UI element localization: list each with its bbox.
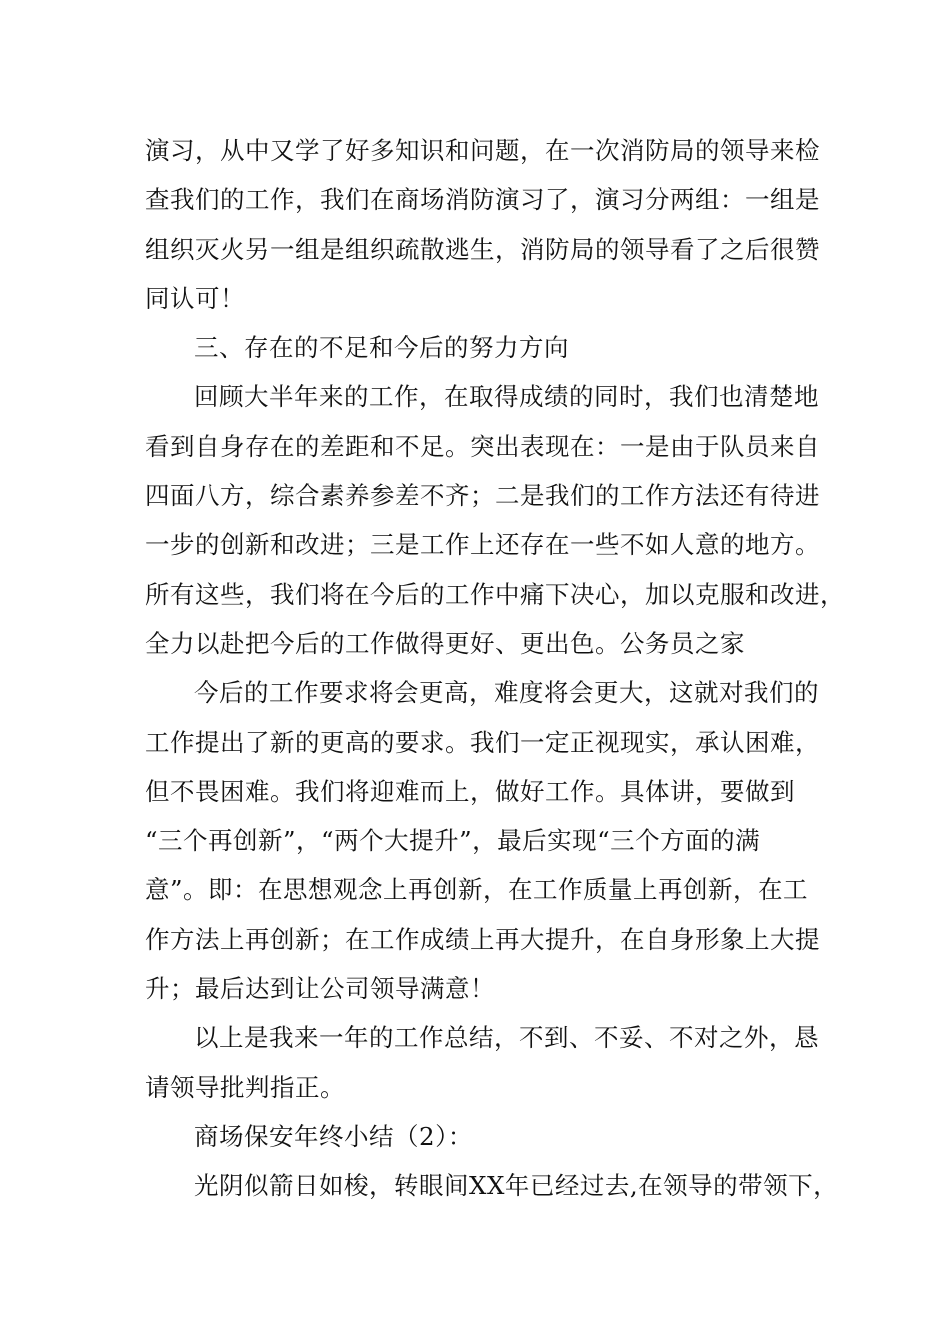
text-line: 请领导批判指正。 [145, 1072, 345, 1102]
text-line: 同认可！ [145, 283, 245, 313]
text-line: 作方法上再创新；在工作成绩上再大提升，在自身形象上大提 [145, 924, 820, 954]
text-line: 演习，从中又学了好多知识和问题，在一次消防局的领导来检 [145, 136, 820, 165]
text-line: 所有这些，我们将在今后的工作中痛下决心，加以克服和改进， [145, 579, 845, 609]
text-line: 组织灭火另一组是组织疏散逃生，消防局的领导看了之后很赞 [145, 234, 820, 264]
text-line: 意”。即：在思想观念上再创新，在工作质量上再创新，在工 [145, 875, 809, 905]
text-line: 今后的工作要求将会更高，难度将会更大，这就对我们的 [194, 678, 819, 708]
text-line: 光阴似箭日如梭，转眼间XX年已经过去,在领导的带领下， [194, 1171, 839, 1201]
text-line: 但不畏困难。我们将迎难而上，做好工作。具体讲，要做到 [145, 776, 795, 806]
text-line: 以上是我来一年的工作总结，不到、不妥、不对之外，恳 [194, 1023, 819, 1053]
text-line: 一步的创新和改进；三是工作上还存在一些不如人意的地方。 [145, 530, 820, 560]
text-line: 三、存在的不足和今后的努力方向 [194, 333, 569, 363]
text-line: 回顾大半年来的工作，在取得成绩的同时，我们也清楚地 [194, 382, 819, 412]
text-line: 查我们的工作，我们在商场消防演习了，演习分两组：一组是 [145, 185, 820, 215]
text-line: 全力以赴把今后的工作做得更好、更出色。公务员之家 [145, 628, 745, 658]
text-line: 工作提出了新的更高的要求。我们一定正视现实，承认困难， [145, 727, 820, 757]
text-line: 看到自身存在的差距和不足。突出表现在：一是由于队员来自 [145, 431, 820, 461]
text-line: 四面八方，综合素养参差不齐；二是我们的工作方法还有待进 [145, 481, 820, 511]
text-line: 升；最后达到让公司领导满意！ [145, 974, 495, 1004]
document-body [145, 126, 845, 1211]
text-line: 商场保安年终小结（2）： [194, 1121, 473, 1151]
text-line: “三个再创新”，“两个大提升”，最后实现“三个方面的满 [145, 826, 761, 856]
